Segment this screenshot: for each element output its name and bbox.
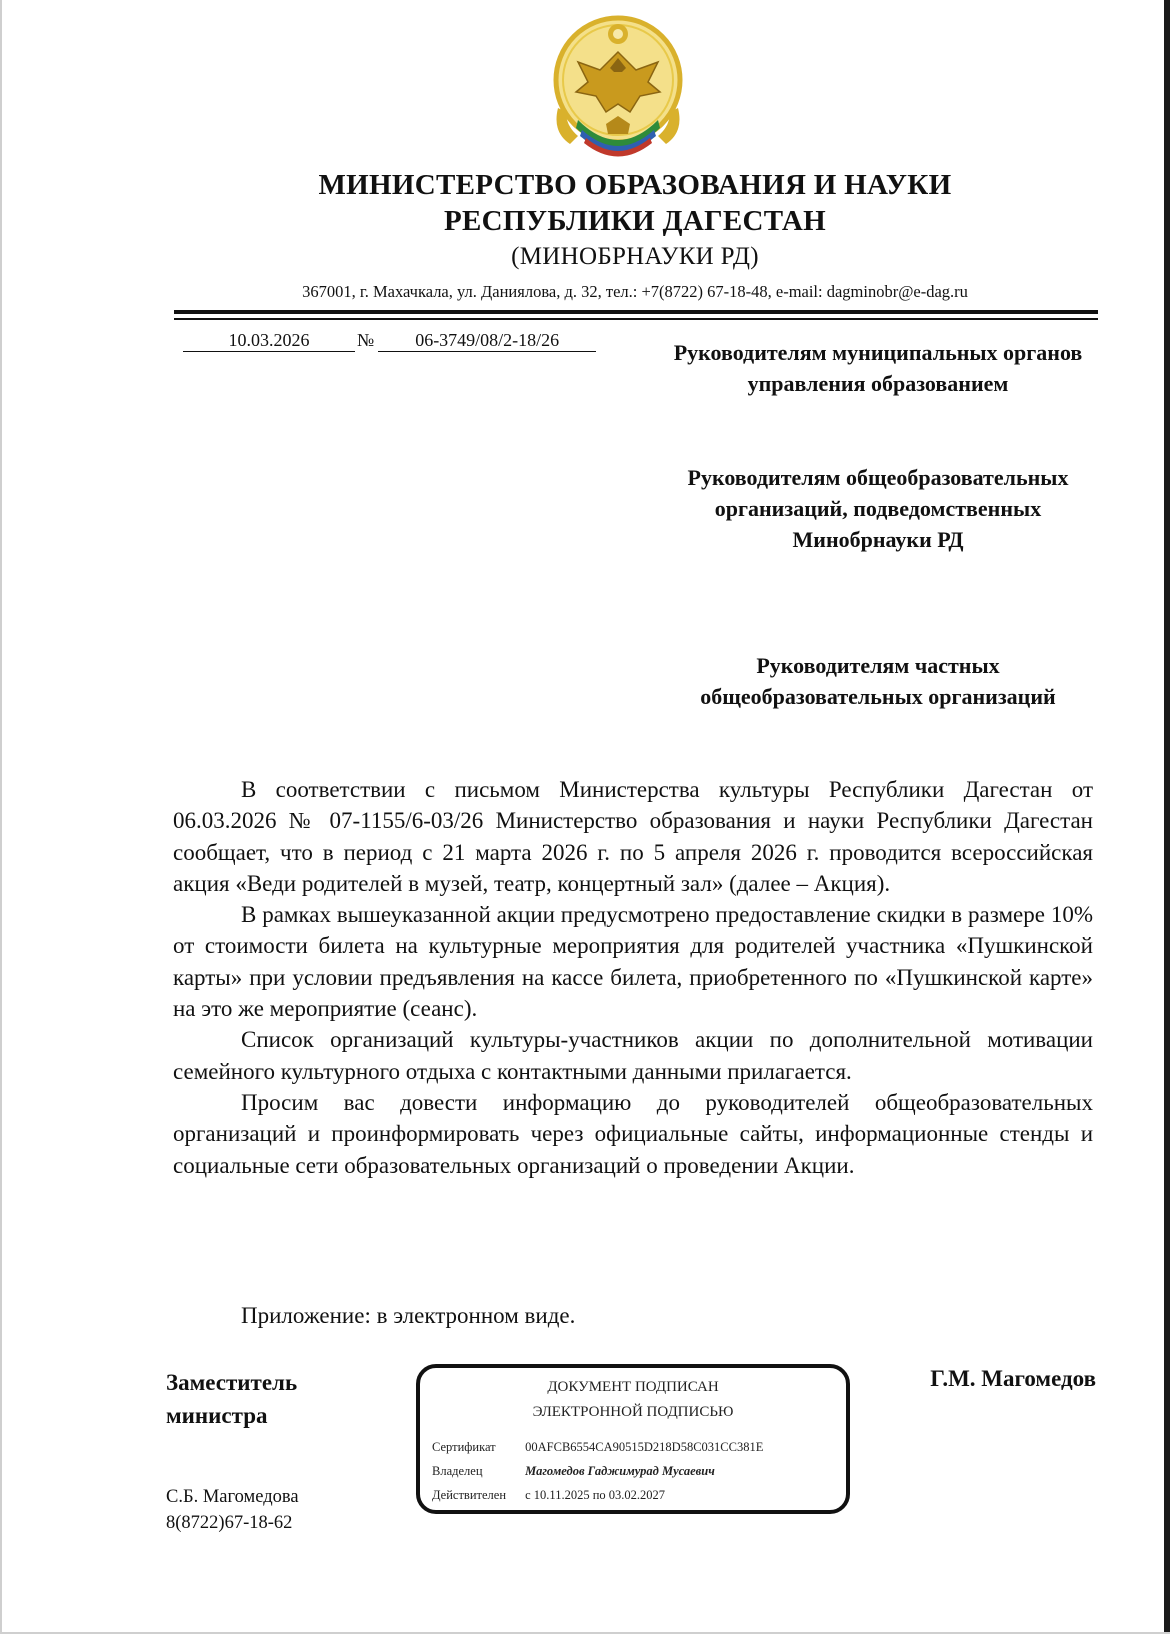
addressee-municipal: Руководителям муниципальных органов управления образованием [673, 340, 1083, 396]
registration-date: 10.03.2026 [183, 330, 355, 352]
ministry-name-line1: МИНИСТЕРСТВО ОБРАЗОВАНИЯ И НАУКИ [318, 169, 952, 201]
registration-number: 06-3749/08/2-18/26 [378, 330, 596, 352]
body-paragraph: В рамках вышеуказанной акции предусмотрено предоставление скидки в размере 10% от стоимости билета на культурные мероприятия для родителей участника «Пушкинской карты» при условии предъявления на кассе билета, приобретенного по «Пушкинской карте» на это же мероприятие (сеанс). [173, 902, 1093, 1022]
ministry-address: 367001, г. Махачкала, ул. Даниялова, д. 32, тел.: +7(8722) 67-18-48, e-mail: dagminobr@e-dag.ru [302, 282, 968, 301]
addressee-general-schools: Руководителям общеобразовательных организаций, подведомственных Минобрнауки РД [687, 465, 1069, 552]
attachment-note: Приложение: в электронном виде. [241, 1303, 576, 1328]
stamp-owner-value: Магомедов Гаджимурад Мусаевич [525, 1464, 715, 1478]
stamp-owner-row [432, 1464, 715, 1479]
executor-info [166, 1484, 299, 1536]
stamp-title-line1: ДОКУМЕНТ ПОДПИСАН [547, 1379, 719, 1395]
stamp-validity-row [432, 1488, 665, 1503]
electronic-signature-stamp [416, 1364, 850, 1514]
number-sign: № [357, 330, 375, 350]
signatory-role-line1: Заместитель [166, 1370, 298, 1395]
executor-name: С.Б. Магомедова [166, 1487, 299, 1507]
ministry-short-name: (МИНОБРНАУКИ РД) [511, 243, 759, 270]
stamp-owner-label: Владелец [432, 1464, 483, 1478]
registration-line [183, 330, 596, 352]
ministry-name-line2: РЕСПУБЛИКИ ДАГЕСТАН [443, 205, 827, 237]
executor-phone: 8(8722)67-18-62 [166, 1513, 293, 1533]
stamp-title-line2: ЭЛЕКТРОННОЙ ПОДПИСЬЮ [532, 1404, 734, 1420]
stamp-validity-value: с 10.11.2025 по 03.02.2027 [525, 1488, 666, 1502]
stamp-certificate-value: 00AFCB6554CA90515D218D58C031CC381E [525, 1440, 764, 1454]
body-paragraph: Просим вас довести информацию до руководителей общеобразовательных организаций и проинформировать через официальные сайты, информационные стенды и социальные сети образовательных организаций о проведении Акции. [173, 1089, 1093, 1178]
page-left-edge [0, 0, 2, 1634]
signatory-role-line2: министра [166, 1403, 268, 1428]
body-paragraph: В соответствии с письмом Министерства культуры Республики Дагестан от 06.03.2026 № 07-1155/6-03/26 Министерство образования и науки Республики Дагестан сообщает, что в период с 21 марта 2026 г. по 5 апреля 2026 г. проводится всероссийская акция «Веди родителей в музей, театр, концертный зал» (далее – Акция). [173, 777, 1093, 896]
dagestan-emblem-icon [548, 12, 688, 166]
letter-body [173, 774, 1093, 1181]
signatory-name: Г.М. Магомедов [930, 1366, 1096, 1391]
addressee-private-schools: Руководителям частных общеобразовательных организаций [700, 653, 1056, 709]
signatory-role [166, 1366, 297, 1432]
stamp-validity-label: Действителен [432, 1488, 507, 1502]
stamp-certificate-label: Сертификат [432, 1440, 496, 1454]
page-right-edge [1164, 0, 1170, 1634]
stamp-certificate-row [432, 1440, 763, 1455]
header-divider-thin [174, 318, 1098, 320]
header-divider-thick [174, 310, 1098, 314]
body-paragraph: Список организаций культуры-участников акции по дополнительной мотивации семейного культурного отдыха с контактными данными прилагается. [173, 1027, 1093, 1084]
